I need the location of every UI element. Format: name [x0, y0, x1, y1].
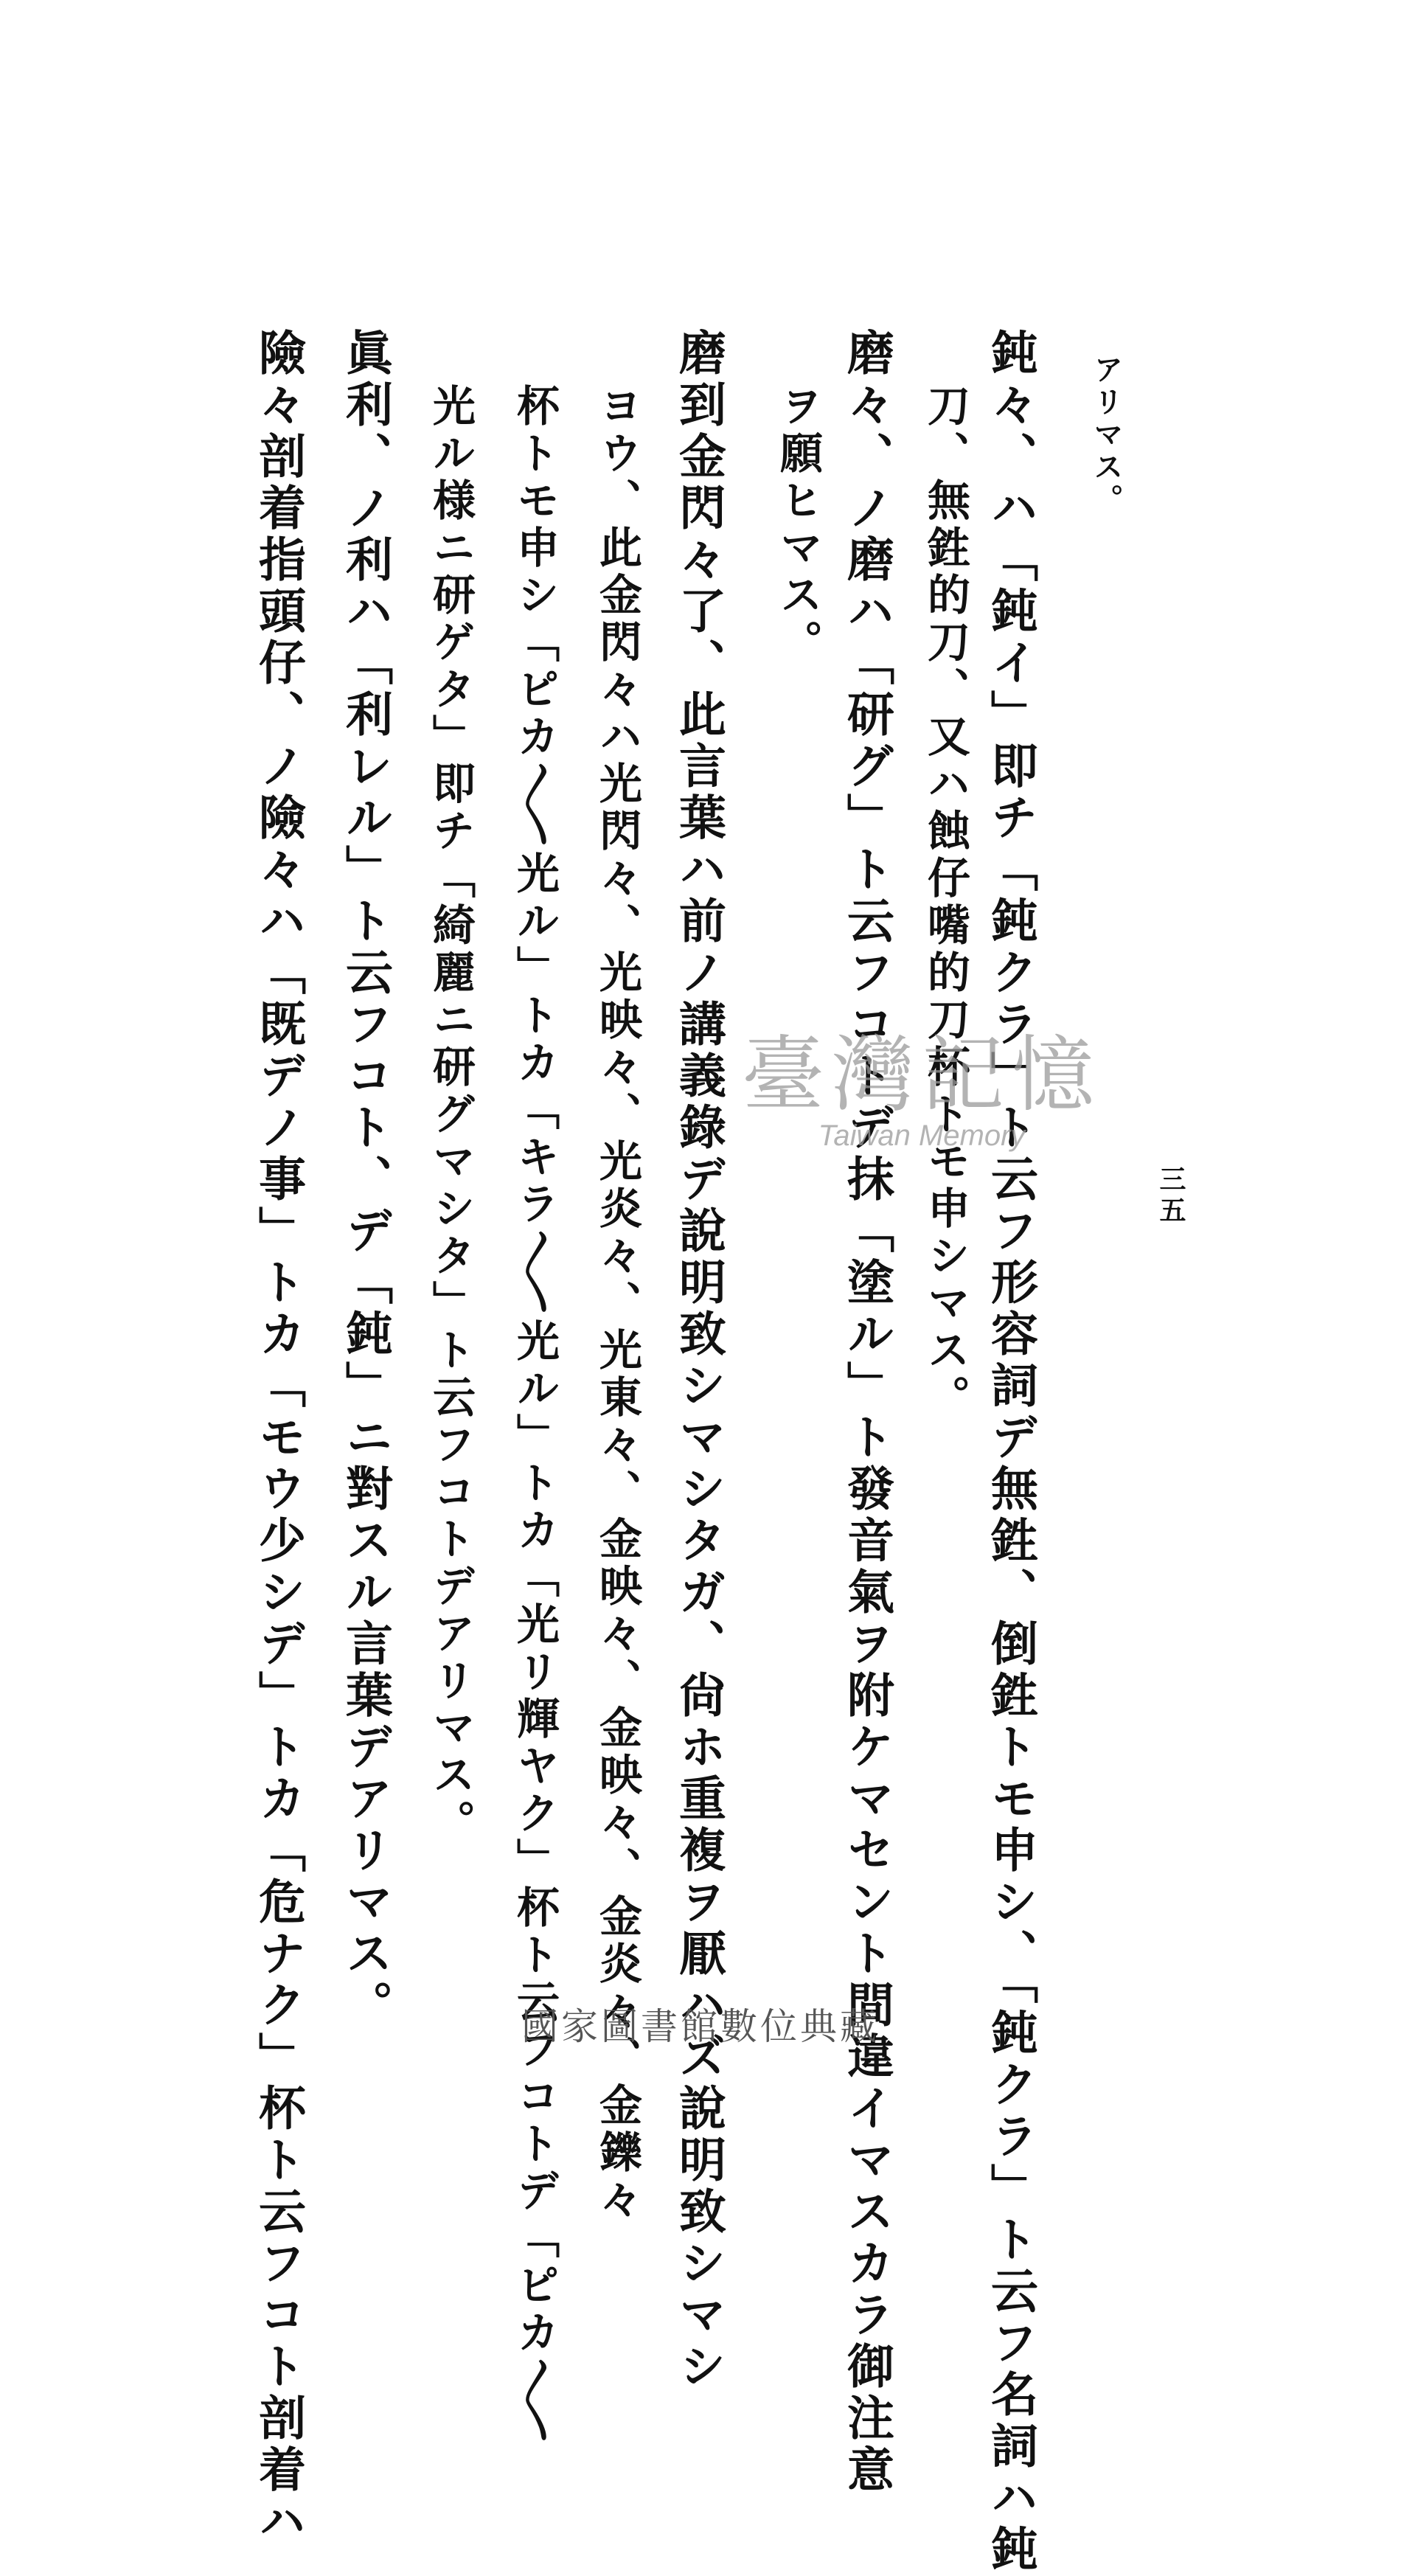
- text-column: ヲ願ヒマス。: [773, 383, 823, 667]
- watermark-en: Taiwan Memory: [818, 1119, 1026, 1152]
- watermark: [693, 1027, 1150, 1153]
- text-column: 鈍々、ハ「鈍イ」即チ「鈍クラ」ト云フ形容詞デ無鉎、倒鉎トモ申シ、「鈍クラ」ト云フ名詞ハ鈍: [983, 328, 1038, 2576]
- text-column: 險々剖着指頭仔、ノ險々ハ「既デノ事」トカ「モウ少シデ」トカ「危ナク」杯ト云フコト剖着ハ: [251, 328, 306, 2548]
- text-column: 眞利、ノ利ハ「利レル」ト云フコト、デ「鈍」ニ對スル言葉デアリマス。: [338, 328, 393, 2032]
- text-column: 光ル様ニ研ゲタ」即チ「綺麗ニ研グマシタ」ト云フコトデアリマス。: [425, 383, 476, 1847]
- text-column: 磨到金閃々了、此言葉ハ前ノ講義錄デ說明致シマシタガ、尙ホ重複ヲ厭ハズ說明致シマシ: [671, 328, 726, 2393]
- text-column: ヨウ、此金閃々ハ光閃々、光映々、光炎々、光東々、金映々、金映々、金炎々、金鑠々: [592, 383, 642, 2224]
- text-column: 刀、無鉎的刀、又ハ蝕仔嘴的刀杯トモ申シマス。: [920, 383, 970, 1422]
- footer-credit: 國家圖書館數位典藏: [521, 2005, 880, 2048]
- text-column: 杯トモ申シ「ピカ〳〵光ル」トカ「キラ〳〵光ル」トカ「光リ輝ヤク」杯ト云フコトデ「ピカ〳〵: [510, 383, 560, 2447]
- section-title: アリマス。: [1089, 354, 1124, 516]
- page-marker: 三五: [1155, 1165, 1186, 1227]
- text-column: 磨々、ノ磨ハ「研グ」ト云フコトデ抹「塗ル」ト發音氣ヲ附ケマセント間違イマスカラ御注意: [839, 328, 894, 2496]
- watermark-cjk: 臺灣記憶: [742, 1027, 1102, 1123]
